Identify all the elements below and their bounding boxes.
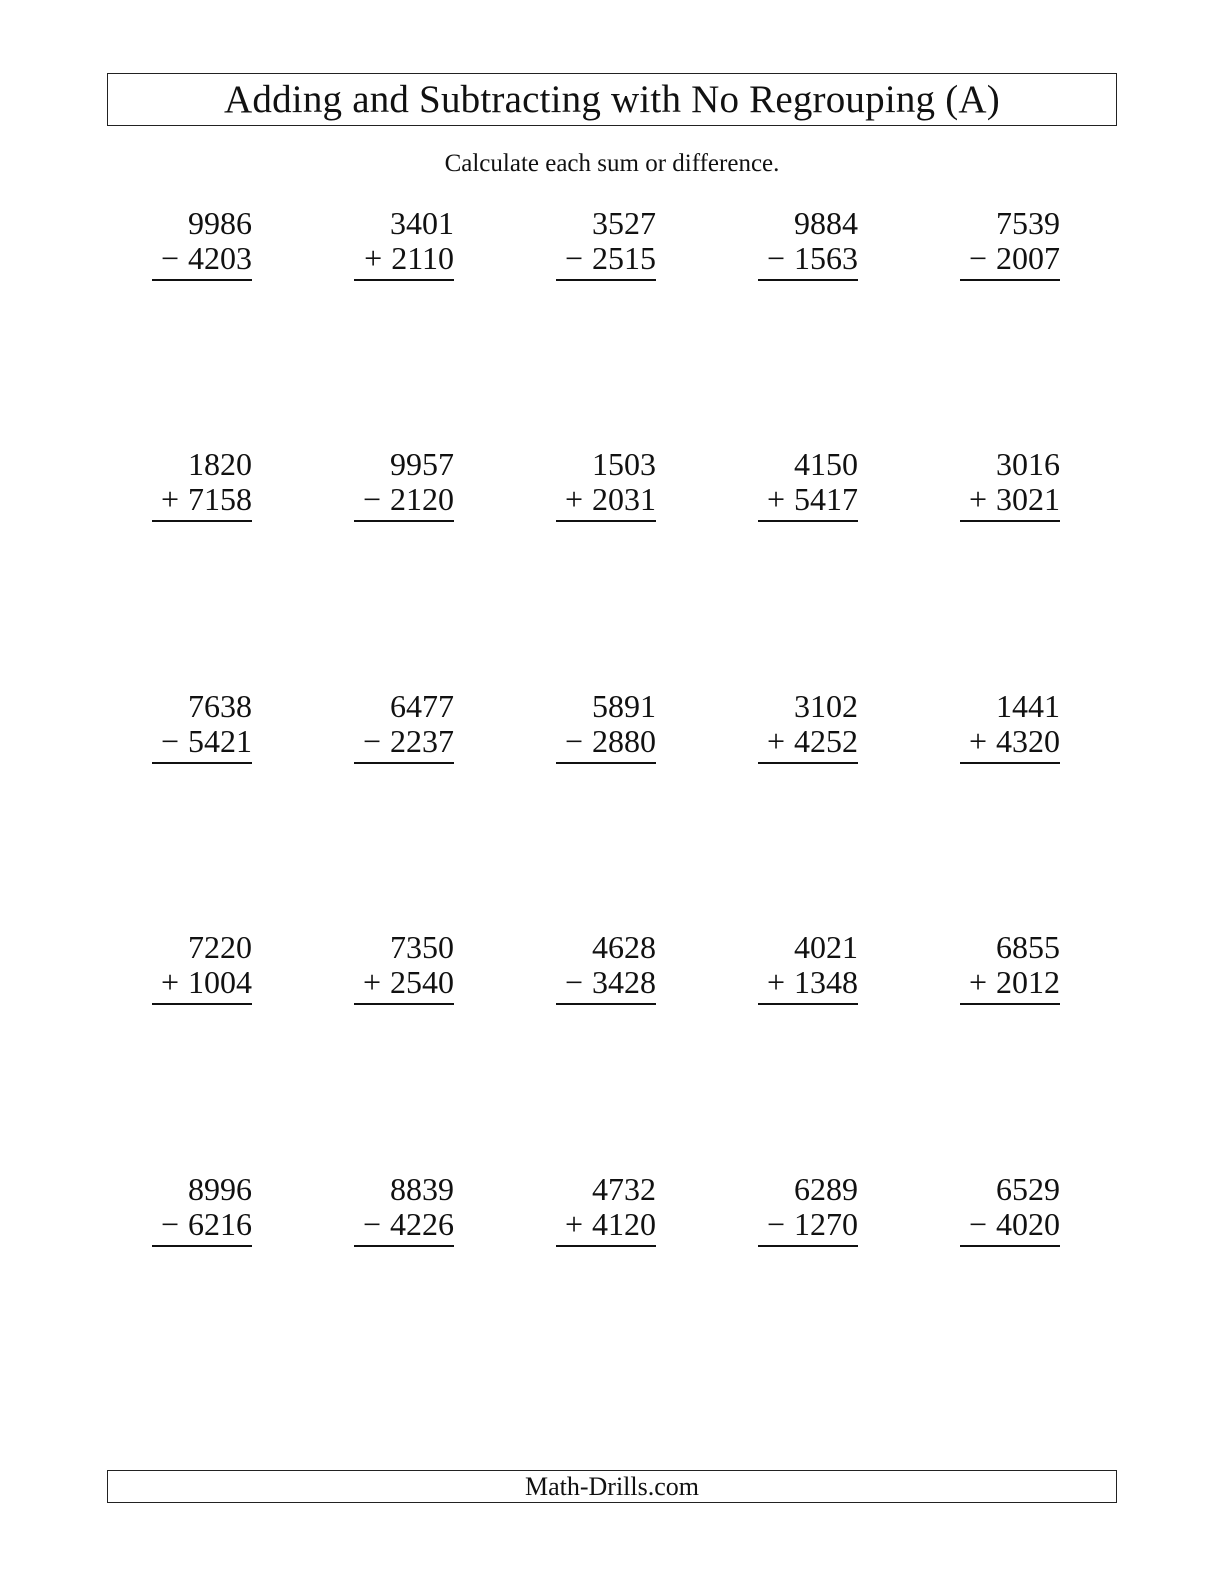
- problem-9: [728, 446, 858, 521]
- footer-site-name: Math-Drills.com: [524, 1471, 700, 1501]
- operator-sign: −: [564, 723, 583, 759]
- problem-12: [324, 688, 454, 763]
- bottom-line: [969, 723, 1060, 759]
- answer-rule: [556, 1245, 656, 1247]
- top-number: 9884: [794, 205, 858, 241]
- bottom-number: 4320: [996, 723, 1060, 759]
- top-number: 4150: [794, 446, 858, 482]
- answer-rule: [960, 1245, 1060, 1247]
- bottom-line: [363, 723, 454, 759]
- bottom-line: [364, 240, 454, 276]
- top-number: 9986: [188, 205, 252, 241]
- worksheet-title-box: [107, 73, 1117, 126]
- top-number: 4628: [592, 929, 656, 965]
- bottom-number: 1563: [794, 240, 858, 276]
- operator-sign: −: [564, 964, 583, 1000]
- answer-rule: [960, 520, 1060, 522]
- answer-rule: [758, 520, 858, 522]
- bottom-line: [565, 481, 656, 517]
- top-number: 6529: [996, 1171, 1060, 1207]
- answer-rule: [960, 279, 1060, 281]
- operator-sign: +: [362, 964, 381, 1000]
- bottom-line: [161, 240, 252, 276]
- problem-11: [122, 688, 252, 763]
- problem-7: [324, 446, 454, 521]
- operator-sign: +: [564, 481, 583, 517]
- answer-rule: [152, 520, 252, 522]
- answer-rule: [152, 279, 252, 281]
- answer-rule: [758, 279, 858, 281]
- bottom-line: [161, 723, 252, 759]
- operator-sign: −: [362, 723, 381, 759]
- problem-3: [526, 205, 656, 280]
- operator-sign: −: [766, 240, 785, 276]
- top-number: 3527: [592, 205, 656, 241]
- bottom-number: 4120: [592, 1206, 656, 1242]
- bottom-line: [767, 1206, 858, 1242]
- operator-sign: +: [766, 964, 785, 1000]
- operator-sign: +: [968, 964, 987, 1000]
- problem-19: [728, 929, 858, 1004]
- bottom-number: 5417: [794, 481, 858, 517]
- operator-sign: +: [160, 964, 179, 1000]
- answer-rule: [354, 1245, 454, 1247]
- operator-sign: +: [766, 723, 785, 759]
- bottom-number: 1348: [794, 964, 858, 1000]
- answer-rule: [556, 279, 656, 281]
- answer-rule: [556, 520, 656, 522]
- bottom-number: 2031: [592, 481, 656, 517]
- problem-2: [324, 205, 454, 280]
- bottom-line: [767, 964, 858, 1000]
- bottom-number: 7158: [188, 481, 252, 517]
- bottom-line: [969, 240, 1060, 276]
- bottom-number: 1004: [188, 964, 252, 1000]
- bottom-line: [363, 964, 454, 1000]
- worksheet-title: Adding and Subtracting with No Regrouping (A): [224, 78, 1000, 121]
- bottom-line: [969, 1206, 1060, 1242]
- operator-sign: −: [968, 1206, 987, 1242]
- answer-rule: [152, 1003, 252, 1005]
- answer-rule: [354, 279, 454, 281]
- top-number: 1441: [996, 688, 1060, 724]
- operator-sign: −: [362, 481, 381, 517]
- operator-sign: +: [364, 240, 383, 276]
- bottom-number: 4252: [794, 723, 858, 759]
- top-number: 7220: [188, 929, 252, 965]
- bottom-line: [969, 481, 1060, 517]
- top-number: 3102: [794, 688, 858, 724]
- bottom-line: [363, 481, 454, 517]
- answer-rule: [556, 762, 656, 764]
- top-number: 5891: [592, 688, 656, 724]
- top-number: 9957: [390, 446, 454, 482]
- top-number: 8996: [188, 1171, 252, 1207]
- problem-15: [930, 688, 1060, 763]
- operator-sign: −: [160, 240, 179, 276]
- bottom-line: [767, 723, 858, 759]
- bottom-number: 3021: [996, 481, 1060, 517]
- problem-22: [324, 1171, 454, 1246]
- footer-box: [107, 1470, 1117, 1503]
- bottom-number: 4226: [390, 1206, 454, 1242]
- bottom-number: 4203: [188, 240, 252, 276]
- operator-sign: +: [968, 723, 987, 759]
- problem-1: [122, 205, 252, 280]
- problem-14: [728, 688, 858, 763]
- problem-18: [526, 929, 656, 1004]
- answer-rule: [960, 1003, 1060, 1005]
- answer-rule: [152, 762, 252, 764]
- top-number: 1503: [592, 446, 656, 482]
- bottom-number: 2012: [996, 964, 1060, 1000]
- top-number: 3016: [996, 446, 1060, 482]
- problem-16: [122, 929, 252, 1004]
- operator-sign: +: [160, 481, 179, 517]
- operator-sign: +: [968, 481, 987, 517]
- top-number: 6855: [996, 929, 1060, 965]
- problem-24: [728, 1171, 858, 1246]
- bottom-line: [565, 723, 656, 759]
- operator-sign: +: [564, 1206, 583, 1242]
- answer-rule: [152, 1245, 252, 1247]
- bottom-line: [767, 240, 858, 276]
- worksheet-instructions: Calculate each sum or difference.: [444, 150, 780, 177]
- answer-rule: [556, 1003, 656, 1005]
- bottom-line: [565, 1206, 656, 1242]
- bottom-line: [767, 481, 858, 517]
- operator-sign: −: [968, 240, 987, 276]
- bottom-number: 6216: [188, 1206, 252, 1242]
- problem-25: [930, 1171, 1060, 1246]
- top-number: 7638: [188, 688, 252, 724]
- problem-17: [324, 929, 454, 1004]
- bottom-number: 2515: [592, 240, 656, 276]
- bottom-line: [565, 240, 656, 276]
- operator-sign: −: [362, 1206, 381, 1242]
- top-number: 4732: [592, 1171, 656, 1207]
- operator-sign: +: [766, 481, 785, 517]
- bottom-number: 2880: [592, 723, 656, 759]
- bottom-number: 2110: [391, 240, 454, 276]
- problem-13: [526, 688, 656, 763]
- problem-6: [122, 446, 252, 521]
- bottom-line: [161, 481, 252, 517]
- operator-sign: −: [160, 723, 179, 759]
- bottom-line: [161, 964, 252, 1000]
- top-number: 6477: [390, 688, 454, 724]
- answer-rule: [960, 762, 1060, 764]
- answer-rule: [758, 1003, 858, 1005]
- bottom-number: 4020: [996, 1206, 1060, 1242]
- problem-23: [526, 1171, 656, 1246]
- bottom-line: [565, 964, 656, 1000]
- bottom-number: 3428: [592, 964, 656, 1000]
- bottom-number: 2540: [390, 964, 454, 1000]
- problem-21: [122, 1171, 252, 1246]
- top-number: 6289: [794, 1171, 858, 1207]
- top-number: 1820: [188, 446, 252, 482]
- answer-rule: [354, 1003, 454, 1005]
- bottom-line: [969, 964, 1060, 1000]
- problem-20: [930, 929, 1060, 1004]
- bottom-line: [161, 1206, 252, 1242]
- answer-rule: [354, 520, 454, 522]
- problem-4: [728, 205, 858, 280]
- top-number: 8839: [390, 1171, 454, 1207]
- operator-sign: −: [564, 240, 583, 276]
- operator-sign: −: [766, 1206, 785, 1242]
- top-number: 4021: [794, 929, 858, 965]
- operator-sign: −: [160, 1206, 179, 1242]
- bottom-line: [363, 1206, 454, 1242]
- problem-8: [526, 446, 656, 521]
- answer-rule: [758, 762, 858, 764]
- top-number: 7539: [996, 205, 1060, 241]
- bottom-number: 5421: [188, 723, 252, 759]
- problem-10: [930, 446, 1060, 521]
- top-number: 3401: [390, 205, 454, 241]
- bottom-number: 2120: [390, 481, 454, 517]
- bottom-number: 2007: [996, 240, 1060, 276]
- bottom-number: 1270: [794, 1206, 858, 1242]
- answer-rule: [354, 762, 454, 764]
- problem-5: [930, 205, 1060, 280]
- bottom-number: 2237: [390, 723, 454, 759]
- answer-rule: [758, 1245, 858, 1247]
- top-number: 7350: [390, 929, 454, 965]
